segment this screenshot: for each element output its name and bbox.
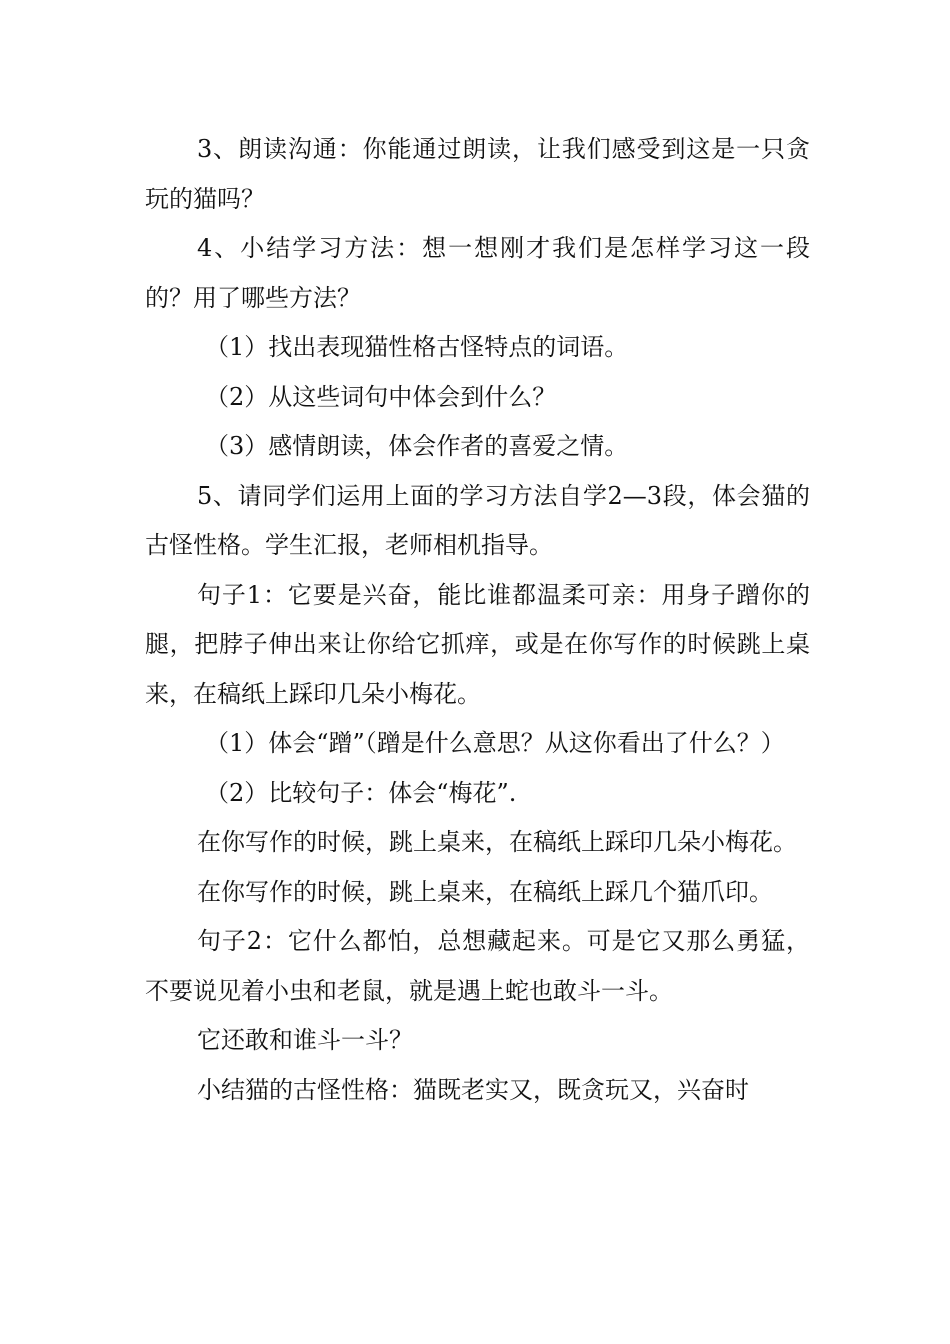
paragraph-compare-a: 在你写作的时候，跳上桌来，在稿纸上踩印几朵小梅花。	[197, 828, 797, 856]
paragraph-step-2: （2）从这些词句中体会到什么？	[205, 382, 557, 411]
paragraph-sentence-1-question-1: （1）体会“蹭”（蹭是什么意思？从这你看出了什么？）	[205, 729, 785, 757]
paragraph-summary: 小结猫的古怪性格：猫既老实又，既贪玩又，兴奋时	[197, 1075, 749, 1104]
paragraph-step-3: （3）感情朗读，体会作者的喜爱之情。	[205, 432, 629, 460]
paragraph-sentence-1: 句子1：它要是兴奋，能比谁都温柔可亲：用身子蹭你的腿，把脖子伸出来让你给它抓痒，或是在你写作的时候跳上桌来，在稿纸上踩印几朵小梅花。	[145, 580, 810, 708]
paragraph-read-aloud: 3、朗读沟通：你能通过朗读，让我们感受到这是一只贪玩的猫吗？	[145, 135, 810, 213]
paragraph-sentence-1-question-2: （2）比较句子：体会“梅花”.	[205, 778, 517, 807]
paragraph-sentence-2: 句子2：它什么都怕，总想藏起来。可是它又那么勇猛，不要说见着小虫和老鼠，就是遇上蛇也敢斗一斗。	[145, 927, 810, 1005]
paragraph-self-study: 5、请同学们运用上面的学习方法自学2—3段，体会猫的古怪性格。学生汇报，老师相机指导。	[145, 481, 810, 559]
paragraph-step-1: （1）找出表现猫性格古怪特点的词语。	[205, 333, 629, 361]
paragraph-question: 它还敢和谁斗一斗？	[197, 1026, 413, 1054]
paragraph-compare-b: 在你写作的时候，跳上桌来，在稿纸上踩几个猫爪印。	[197, 877, 773, 906]
paragraph-learning-method: 4、小结学习方法：想一想刚才我们是怎样学习这一段的？用了哪些方法？	[145, 234, 810, 312]
document-body	[145, 125, 810, 1115]
